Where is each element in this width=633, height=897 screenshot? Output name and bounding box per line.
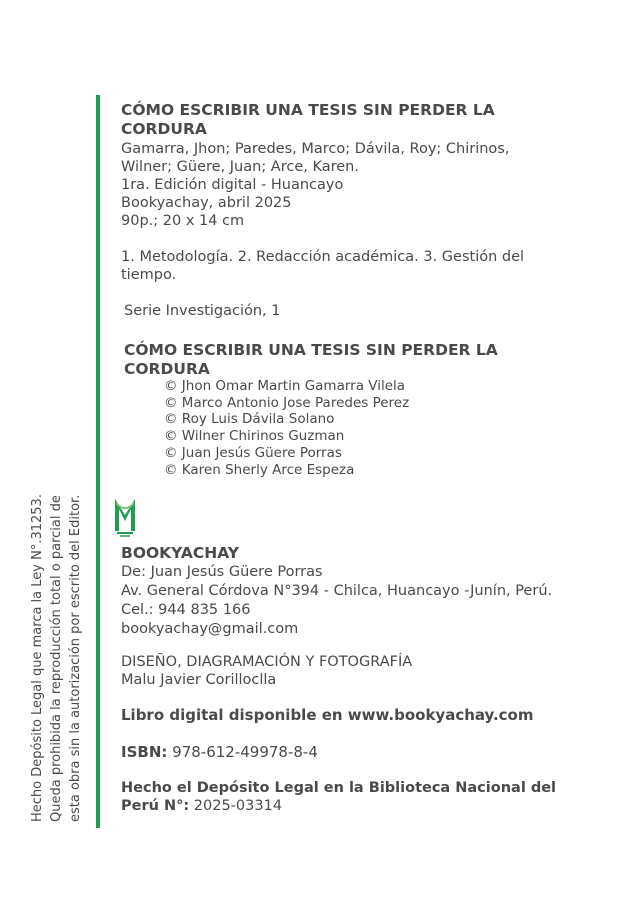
design-heading: DISEÑO, DIAGRAMACIÓN Y FOTOGRAFÍA — [121, 654, 413, 670]
publisher-phone: Cel.: 944 835 166 — [121, 602, 251, 618]
isbn-label: ISBN: — [121, 743, 168, 761]
isbn — [121, 743, 318, 761]
bookyachay-logo-icon — [113, 497, 137, 537]
publisher-info — [121, 543, 552, 639]
catalog-record — [121, 140, 509, 230]
subjects — [121, 248, 524, 284]
side-note-line-2: Queda prohibida la reproducción total o parcial de — [49, 495, 64, 822]
series: Serie Investigación, 1 — [124, 303, 281, 319]
copyright-item: © Roy Luis Dávila Solano — [164, 411, 335, 428]
copyright-item: © Karen Sherly Arce Espeza — [164, 461, 355, 478]
isbn-value: 978-612-49978-8-4 — [172, 743, 318, 761]
subjects-line-1: 1. Metodología. 2. Redacción académica. 3. Gestión del — [121, 249, 525, 265]
copyright-list — [164, 378, 409, 478]
subjects-line-2: tiempo. — [121, 267, 177, 283]
publisher-address: Av. General Córdova N°394 - Chilca, Huancayo -Junín, Perú. — [121, 583, 553, 599]
edition: 1ra. Edición digital - Huancayo — [121, 177, 344, 193]
book-title-repeat-line-2: CORDURA — [124, 360, 210, 378]
authors-line-2: Wilner; Güere, Juan; Arce, Karen. — [121, 159, 359, 175]
publisher-name: BOOKYACHAY — [121, 544, 239, 562]
copyright-item: © Juan Jesús Güere Porras — [164, 444, 342, 461]
publisher-date: Bookyachay, abril 2025 — [121, 195, 292, 211]
copyright-item: © Marco Antonio Jose Paredes Perez — [164, 394, 410, 411]
book-title-line-1: CÓMO ESCRIBIR UNA TESIS SIN PERDER LA — [121, 101, 495, 119]
digital-availability: Libro digital disponible en www.bookyachay.com — [121, 706, 534, 724]
copyright-item: © Jhon Omar Martin Gamarra Vilela — [164, 378, 406, 394]
design-credits — [121, 653, 412, 689]
legal-deposit-label-line-2: Perú N°: — [121, 798, 190, 814]
book-title — [121, 101, 495, 139]
publisher-owner: De: Juan Jesús Güere Porras — [121, 564, 323, 580]
legal-deposit — [121, 779, 556, 815]
copyright-item: © Wilner Chirinos Guzman — [164, 428, 345, 445]
design-person: Malu Javier Corilloclla — [121, 672, 277, 688]
green-vertical-rule — [96, 95, 100, 828]
legal-side-note — [28, 492, 85, 822]
side-note-line-3: esta obra sin la autorización por escrito del Editor. — [68, 494, 83, 822]
side-note-line-1: Hecho Depósito Legal que marca la Ley N°.31253. — [30, 494, 45, 822]
book-title-line-2: CORDURA — [121, 120, 207, 138]
legal-deposit-value: 2025-03314 — [193, 798, 283, 814]
book-title-repeat — [124, 341, 498, 379]
authors-line-1: Gamarra, Jhon; Paredes, Marco; Dávila, Roy; Chirinos, — [121, 141, 510, 157]
publisher-email: bookyachay@gmail.com — [121, 621, 299, 637]
book-title-repeat-line-1: CÓMO ESCRIBIR UNA TESIS SIN PERDER LA — [124, 341, 498, 359]
legal-deposit-label-line-1: Hecho el Depósito Legal en la Biblioteca Nacional del — [121, 780, 557, 796]
physical-description: 90p.; 20 x 14 cm — [121, 213, 245, 229]
